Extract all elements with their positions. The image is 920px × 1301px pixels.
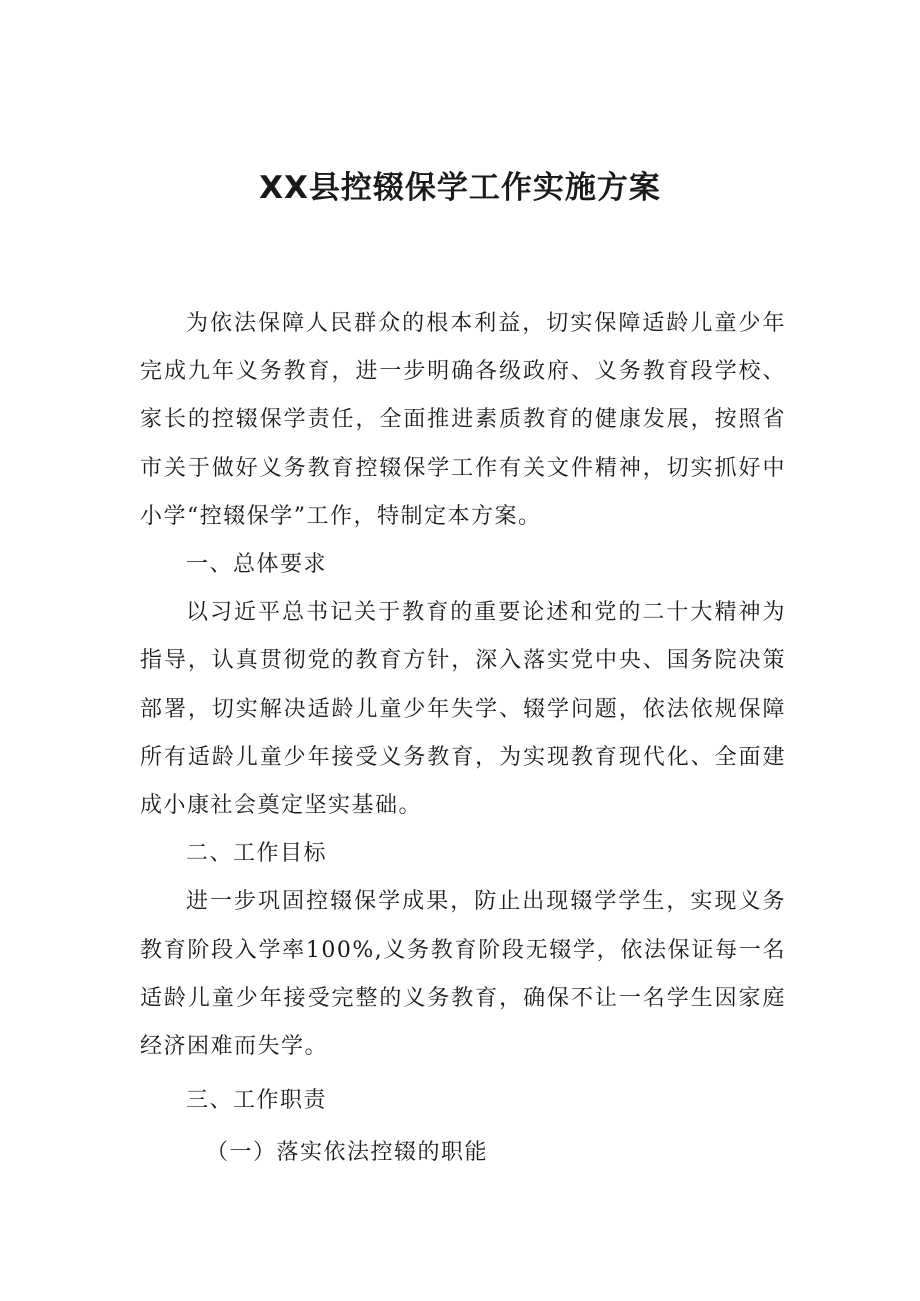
section-heading-3: 三、工作职责 [186,1088,328,1114]
section-paragraph-1: 以习近平总书记关于教育的重要论述和党的二十大精神为指导，认真贯彻党的教育方针，深入落实党中央、国务院决策部署，切实解决适龄儿童少年失学、辍学问题，依法依规保障所有适龄儿童少年接受义务教育，为实现教育现代化、全面建成小康社会奠定坚实基础。 [140,600,786,819]
subsection-heading-3-1: （一）落实依法控辍的职能 [206,1140,489,1166]
document-title: XX县控辍保学工作实施方案 [259,170,661,206]
section-paragraph-2: 进一步巩固控辍保学成果，防止出现辍学学生，实现义务教育阶段入学率100%,义务教育阶段无辍学，依法保证每一名适龄儿童少年接受完整的义务教育，确保不让一名学生因家庭经济困难而失学。 [140,889,786,1060]
intro-paragraph: 为依法保障人民群众的根本利益，切实保障适龄儿童少年完成九年义务教育，进一步明确各级政府、义务教育段学校、家长的控辍保学责任，全面推进素质教育的健康发展，按照省市关于做好义务教育控辍保学工作有关文件精神，切实抓好中小学“控辍保学”工作，特制定本方案。 [140,311,786,529]
section-heading-1: 一、总体要求 [186,552,328,578]
section-heading-2: 二、工作目标 [186,841,328,867]
document-body [140,300,786,1178]
